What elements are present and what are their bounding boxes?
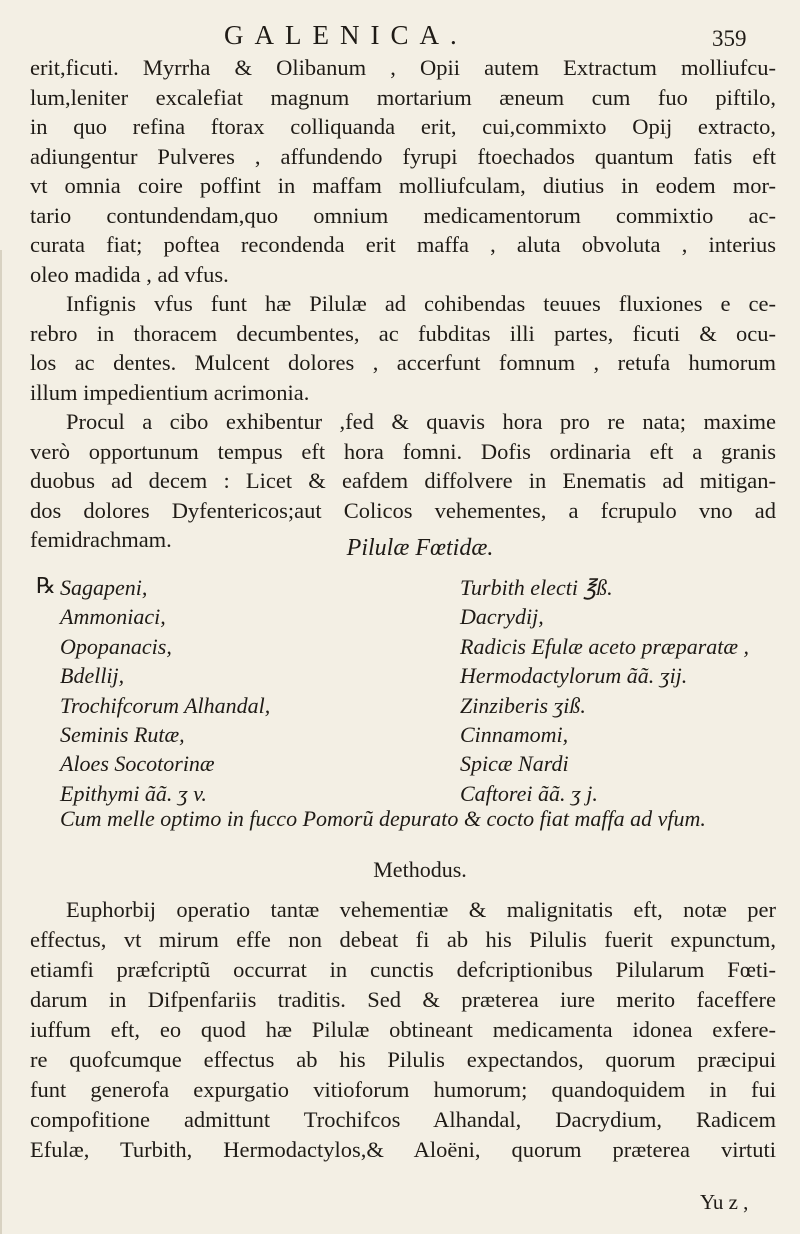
text-line: in quo refina ftorax colliquanda erit, cui,commixto Opij extracto,: [30, 114, 776, 139]
text-line: erit,ficuti. Myrrha & Olibanum , Opii autem Extractum molliufcu-: [30, 55, 776, 80]
text-line: femidrachmam.: [30, 527, 172, 552]
page-edge-rule: [0, 250, 2, 1234]
running-head: GALENICA.: [224, 20, 468, 50]
ingredient: Cinnamomi,: [460, 722, 569, 748]
text-line: adiungentur Pulveres , affundendo fyrupi ftoechados quantum fatis eft: [30, 143, 776, 169]
catchword: Yu z ,: [700, 1190, 749, 1214]
text-line: Efulæ, Turbith, Hermodactylos,& Aloëni, quorum præterea virtuti: [30, 1137, 776, 1162]
ingredient: Bdellij,: [60, 663, 125, 689]
text-line: oleo madida , ad vfus.: [30, 261, 229, 287]
ingredient: Spicæ Nardi: [460, 751, 569, 777]
text-line: vt omnia coire poffint in maffam molliufculam, diutius in eodem mor-: [30, 173, 776, 198]
page-number: 359: [712, 26, 747, 51]
ingredient: Zinziberis ʒiß.: [460, 692, 586, 718]
ingredient: Seminis Rutæ,: [60, 722, 185, 748]
ingredient: Caftorei ãã. ʒ j.: [460, 780, 598, 806]
text-line: verò opportunum tempus eft hora fomni. Dofis ordinaria eft a granis: [30, 438, 776, 464]
text-line: compofitione admittunt Trochifcos Alhandal, Dacrydium, Radicem: [30, 1107, 776, 1132]
text-line: los ac dentes. Mulcent dolores , accerfunt fomnum , retufa humorum: [30, 350, 776, 375]
ingredient: Aloes Socotorinæ: [60, 751, 215, 777]
ingredient: Turbith electi ℥ß.: [460, 575, 613, 600]
ingredient: Dacrydij,: [460, 604, 544, 630]
text-line: lum,leniter excalefiat magnum mortarium æneum cum fuo piftilo,: [30, 84, 776, 110]
ingredient: Ammoniaci,: [60, 604, 166, 630]
text-line: iuffum eft, eo quod hæ Pilulæ obtineant medicamenta idonea exfere-: [30, 1017, 776, 1042]
ingredient: Opopanacis,: [60, 633, 172, 659]
text-line: tario contundendam,quo omnium medicamentorum commixtio ac-: [30, 202, 776, 228]
ingredient: Hermodactylorum ãã. ʒij.: [460, 663, 688, 689]
text-line: rebro in thoracem decumbentes, ac fubditas illi partes, ficuti & ocu-: [30, 320, 776, 346]
ingredient: Epithymi ãã. ʒ v.: [60, 780, 207, 806]
ingredient: Sagapeni,: [60, 575, 148, 600]
recipe-title: Pilulæ Fœtidæ.: [346, 535, 494, 561]
text-line: darum in Difpenfariis traditis. Sed & præterea iure merito faceffere: [30, 987, 776, 1012]
text-line: duobus ad decem : Licet & eafdem diffolvere in Enematis ad mitigan-: [30, 468, 776, 493]
text-line: Procul a cibo exhibentur ,fed & quavis hora pro re nata; maxime: [66, 409, 776, 434]
text-line: dos dolores Dyfentericos;aut Colicos vehementes, a fcrupulo vno ad: [30, 497, 776, 523]
text-line: illum impedientium acrimonia.: [30, 379, 310, 405]
recipe-instruction: Cum melle optimo in fucco Pomorũ depurato & cocto fiat maffa ad vfum.: [60, 806, 706, 831]
ingredient: Radicis Efulæ aceto præparatæ ,: [460, 633, 750, 659]
ingredients-left-column: [60, 573, 270, 808]
ingredients-right-column: [460, 573, 749, 808]
text-line: effectus, vt mirum effe non debeat fi ab his Pilulis fuerit expunctum,: [30, 927, 776, 952]
text-line: re quofcumque effectus ab his Pilulis expectandos, quorum præcipui: [30, 1047, 776, 1072]
text-line: Infignis vfus funt hæ Pilulæ ad cohibendas teuues fluxiones e ce-: [66, 291, 776, 316]
text-line: Euphorbij operatio tantæ vehementiæ & malignitatis eft, notæ per: [66, 897, 776, 922]
method-heading: Methodus.: [373, 857, 467, 882]
text-block-preparation: [30, 53, 776, 555]
text-line: etiamfi præfcriptũ occurrat in cunctis defcriptionibus Pilularum Fœti-: [30, 957, 776, 982]
ingredient: Trochifcorum Alhandal,: [60, 692, 271, 718]
text-line: curata fiat; poftea recondenda erit maffa , aluta obvoluta , interius: [30, 232, 776, 257]
text-block-method: [30, 895, 776, 1165]
rx-symbol-icon: ℞: [36, 573, 56, 598]
text-line: funt generofa expurgatio vitioforum humorum; quandoquidem in fui: [30, 1077, 776, 1102]
